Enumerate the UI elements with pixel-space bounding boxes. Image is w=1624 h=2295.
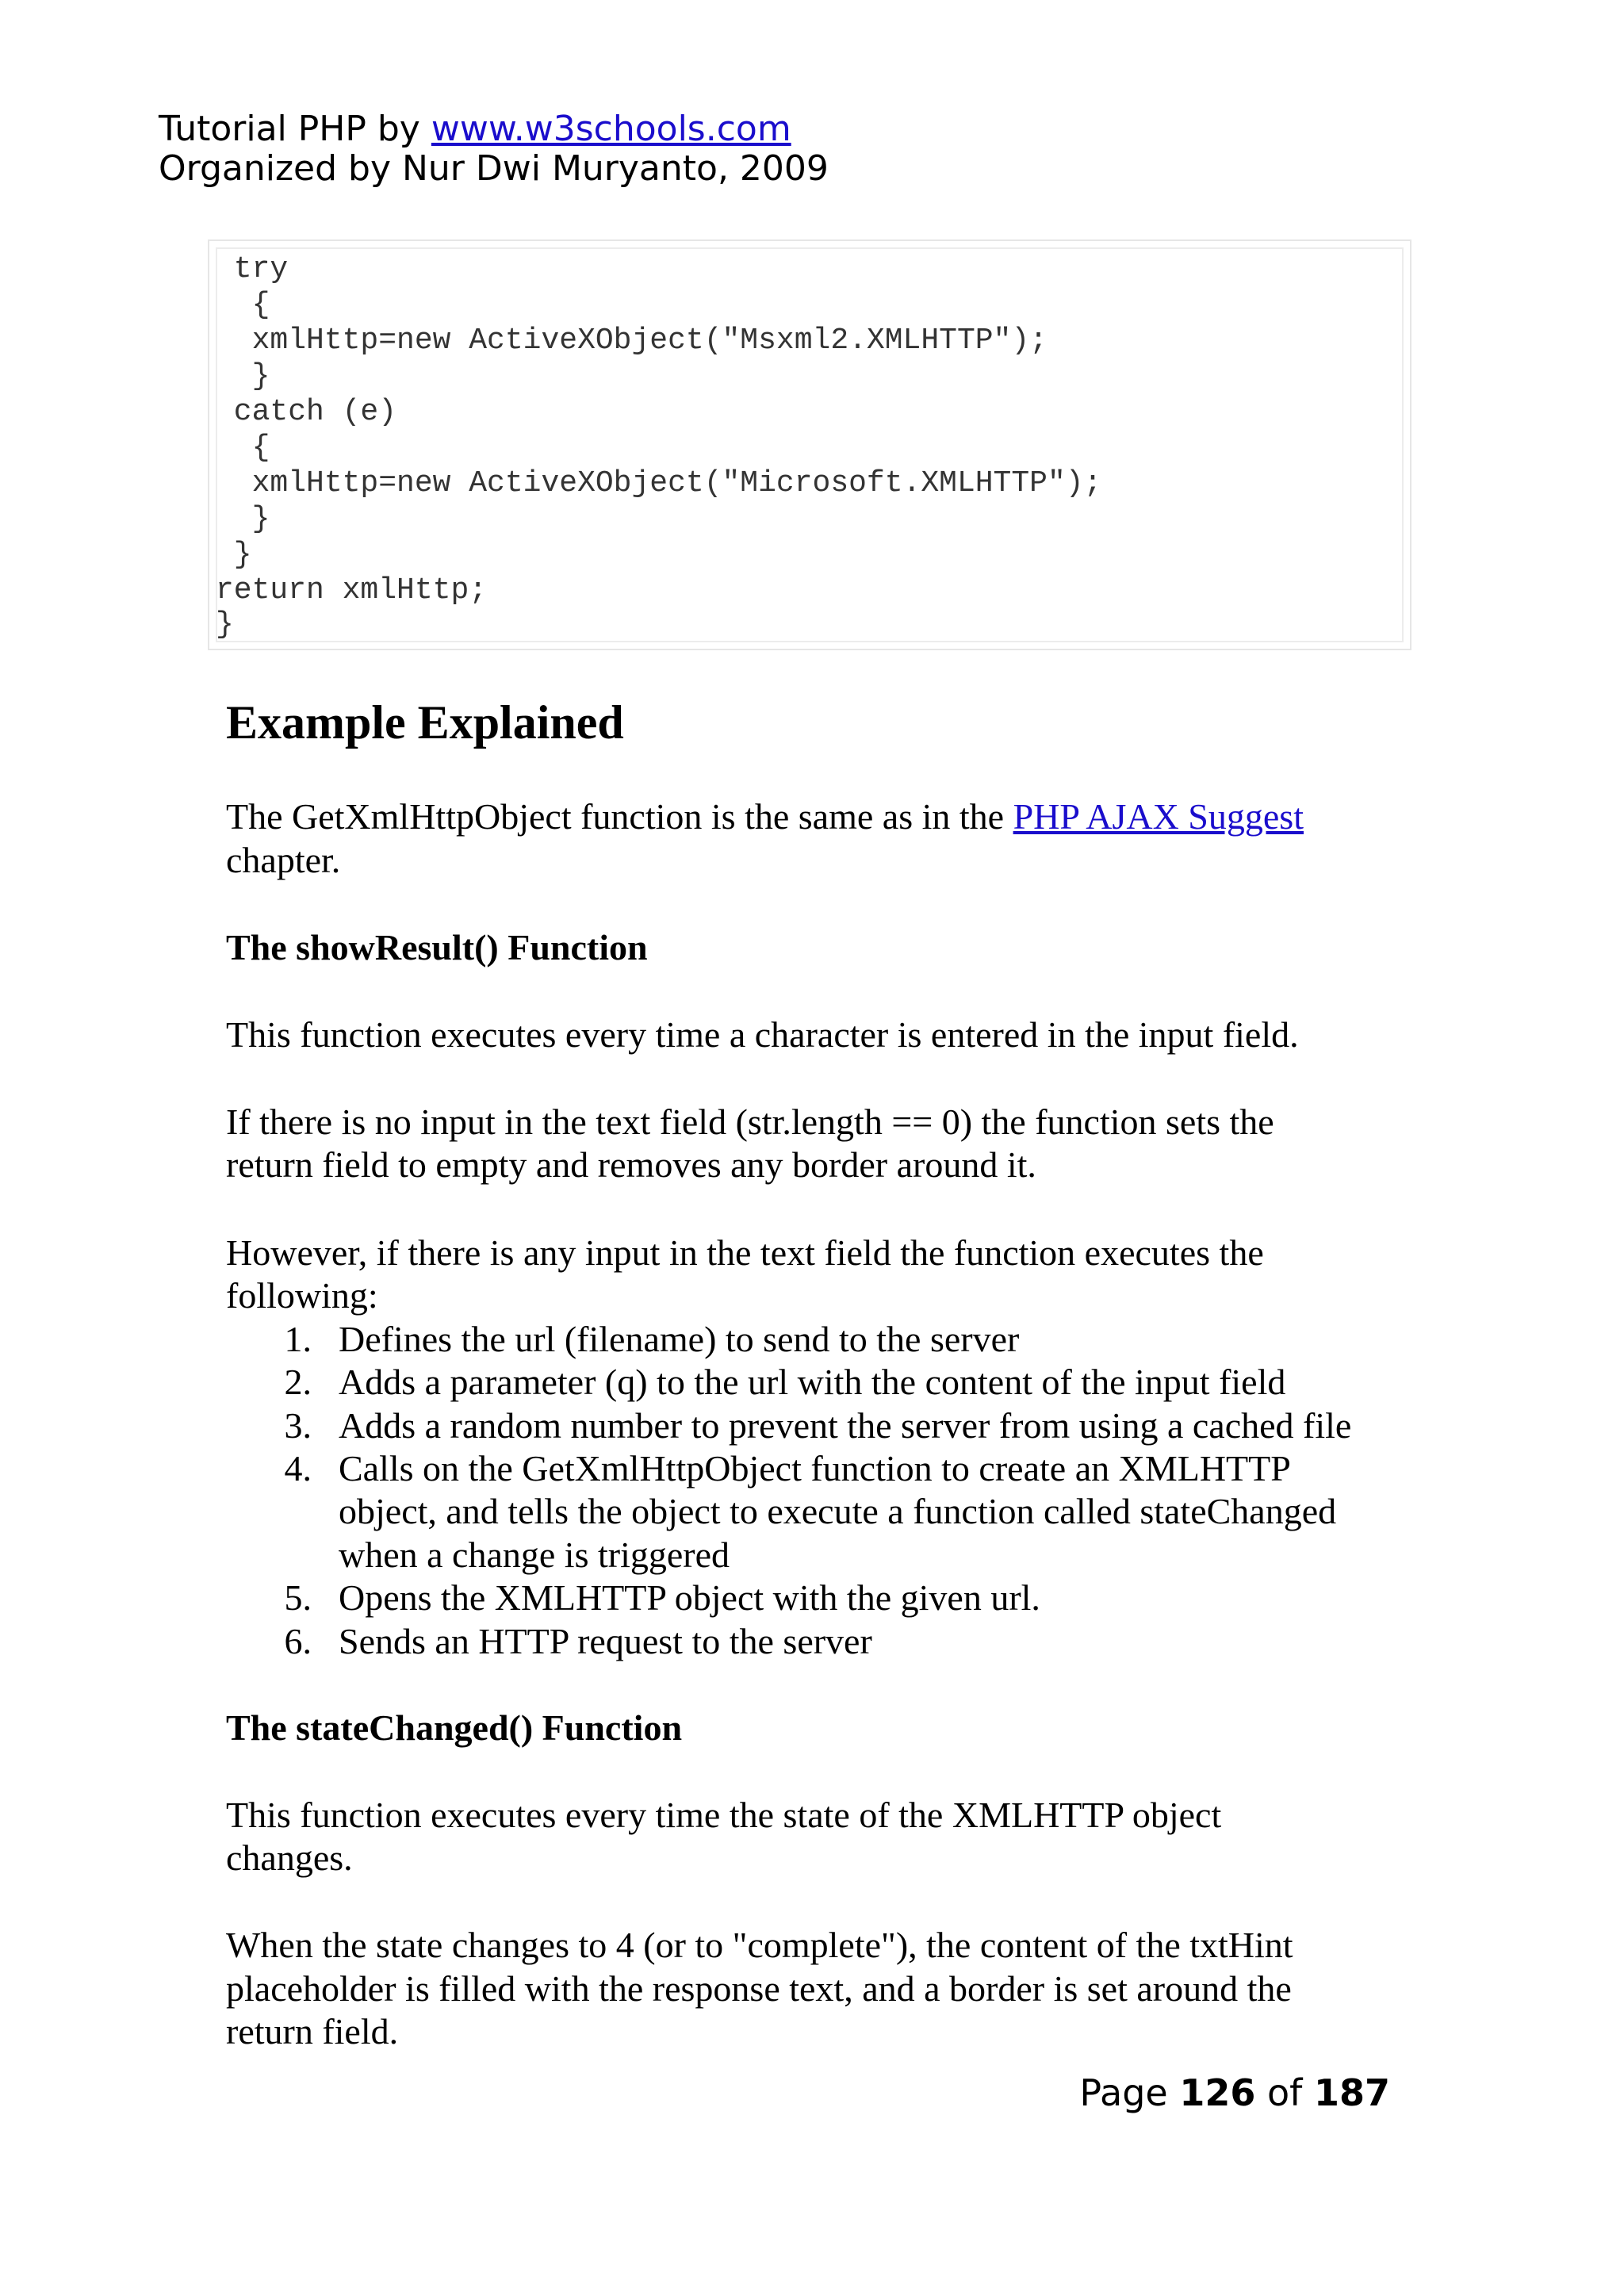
section-heading: Example Explained: [226, 696, 624, 749]
list-item-continuation: object, and tells the object to execute a function called stateChanged: [339, 1491, 1337, 1531]
code-line: return xmlHttp;: [216, 573, 488, 607]
code-line: xmlHttp=new ActiveXObject("Msxml2.XMLHTTP");: [216, 324, 1048, 358]
code-line: }: [216, 502, 270, 536]
list-item: Defines the url (filename) to send to the server: [339, 1319, 1020, 1359]
paragraph-however-line1: However, if there is any input in the text field the function executes the: [226, 1232, 1264, 1273]
paragraph-complete-line2: placeholder is filled with the response text, and a border is set around the: [226, 1968, 1292, 2009]
page-word: Page: [1079, 2071, 1180, 2114]
paragraph-no-input-line1: If there is no input in the text field (str.length == 0) the function sets the: [226, 1102, 1274, 1142]
page-number-footer: [1079, 2071, 1390, 2114]
of-word: of: [1255, 2071, 1314, 2114]
paragraph-intro-line2: chapter.: [226, 840, 341, 880]
list-item: Adds a parameter (q) to the url with the content of the input field: [339, 1362, 1286, 1402]
header-line-2: Organized by Nur Dwi Muryanto, 2009: [159, 148, 829, 189]
list-number: 4.: [284, 1448, 312, 1488]
header-title: Tutorial PHP by: [159, 109, 431, 149]
code-line: {: [216, 288, 270, 322]
total-pages: 187: [1313, 2071, 1390, 2114]
list-item: Adds a random number to prevent the server from using a cached file: [339, 1405, 1352, 1446]
paragraph-executes: This function executes every time a character is entered in the input field.: [226, 1014, 1299, 1055]
subheading-state-changed: The stateChanged() Function: [226, 1707, 683, 1748]
page-header: [159, 109, 829, 189]
list-number: 1.: [284, 1319, 312, 1359]
list-item-continuation: when a change is triggered: [339, 1534, 730, 1575]
list-number: 5.: [284, 1577, 312, 1618]
php-ajax-suggest-link[interactable]: PHP AJAX Suggest: [1013, 796, 1304, 837]
paragraph-intro-text: The GetXmlHttpObject function is the same as in the: [226, 796, 1013, 837]
code-line: }: [216, 607, 234, 642]
current-page-number: 126: [1179, 2071, 1256, 2114]
header-line-1: [159, 109, 829, 149]
paragraph-complete-line3: return field.: [226, 2011, 399, 2052]
paragraph-however-line2: following:: [226, 1275, 378, 1316]
code-line: try: [216, 252, 289, 286]
list-number: 2.: [284, 1362, 312, 1402]
list-number: 3.: [284, 1405, 312, 1446]
code-line: {: [216, 431, 270, 465]
paragraph-complete-line1: When the state changes to 4 (or to "complete"), the content of the txtHint: [226, 1925, 1293, 1965]
code-line: xmlHttp=new ActiveXObject("Microsoft.XMLHTTP");: [216, 466, 1102, 500]
list-item: Calls on the GetXmlHttpObject function to create an XMLHTTP: [339, 1448, 1291, 1488]
list-item: Opens the XMLHTTP object with the given url.: [339, 1577, 1040, 1618]
paragraph-no-input-line2: return field to empty and removes any border around it.: [226, 1144, 1036, 1185]
code-line: }: [216, 538, 252, 572]
paragraph-intro: [226, 795, 1304, 838]
list-number: 6.: [284, 1621, 312, 1661]
paragraph-state-line1: This function executes every time the state of the XMLHTTP object: [226, 1795, 1222, 1835]
subheading-show-result: The showResult() Function: [226, 927, 648, 967]
code-line: }: [216, 359, 270, 393]
list-item: Sends an HTTP request to the server: [339, 1621, 872, 1661]
code-line: catch (e): [216, 395, 397, 429]
paragraph-state-line2: changes.: [226, 1837, 353, 1878]
w3schools-link[interactable]: www.w3schools.com: [431, 109, 791, 149]
